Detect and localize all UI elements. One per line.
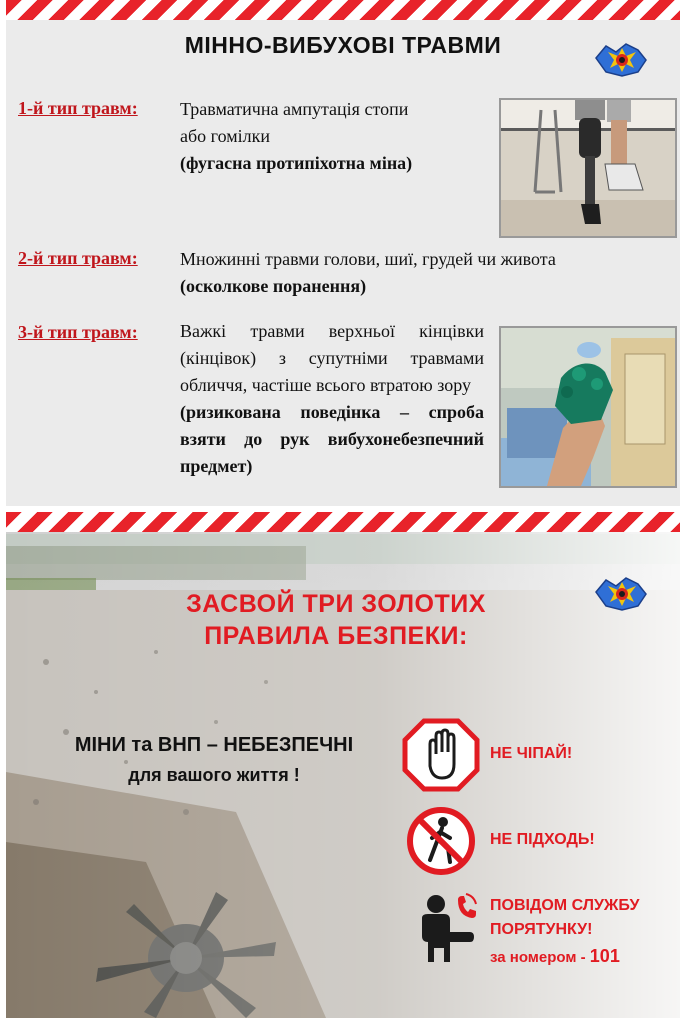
injury-type-1-note: (фугасна протипіхотна міна) xyxy=(180,153,413,173)
rule-call-rescue-line-1: ПОВІДОМ СЛУЖБУ xyxy=(490,897,640,914)
safety-rules-panel xyxy=(6,512,680,1018)
danger-warning-line-1: МІНИ та ВНП – НЕБЕЗПЕЧНІ xyxy=(74,734,354,756)
hazard-stripe-top xyxy=(6,0,680,20)
injury-type-3-description: Важкі травми верхньої кінцівки (кінцівок) з супутніми травмами обличчя, частіше всього втратою зору xyxy=(180,321,484,395)
injured-hand-photo xyxy=(499,326,677,488)
rescue-number-prefix: за номером - xyxy=(490,949,590,966)
injury-type-1-description: Травматична ампутація стопи або гомілки xyxy=(180,99,409,146)
danger-warning-line-2: для вашого життя ! xyxy=(128,765,300,785)
injury-type-1-text xyxy=(180,96,420,177)
injury-type-1-label: 1-й тип травм: xyxy=(18,98,138,118)
injury-type-3-label: 3-й тип травм: xyxy=(18,322,138,342)
injury-type-2-text xyxy=(180,246,670,300)
prosthetic-leg-photo xyxy=(499,98,677,238)
injury-type-3-text xyxy=(180,318,484,480)
phone-call-icon xyxy=(414,892,478,964)
injury-type-2-description: Множинні травми голови, шиї, грудей чи живота xyxy=(180,249,556,269)
hazard-stripe-bottom xyxy=(6,512,680,532)
rule-call-rescue xyxy=(490,894,639,942)
injuries-panel xyxy=(6,0,680,506)
hand-stop-icon xyxy=(402,718,480,792)
dsns-logo-icon xyxy=(592,572,650,614)
safety-rules-title xyxy=(126,588,546,652)
rescue-number-line xyxy=(490,946,620,967)
rule-dont-approach: НЕ ПІДХОДЬ! xyxy=(490,831,595,848)
rescue-phone-number: 101 xyxy=(589,946,620,966)
rule-call-rescue-line-2: ПОРЯТУНКУ! xyxy=(490,921,593,938)
injury-type-2-label: 2-й тип травм: xyxy=(18,248,138,268)
injury-type-2-note: (осколкове поранення) xyxy=(180,276,367,296)
injury-type-3-note: (ризикована поведінка – спроба взяти до рук вибухонебезпечний предмет) xyxy=(180,402,484,476)
no-walking-icon xyxy=(406,806,476,876)
dsns-logo-icon xyxy=(592,38,650,80)
safety-title-line-1: ЗАСВОЙ ТРИ ЗОЛОТИХ xyxy=(186,590,486,618)
injuries-title: МІННО-ВИБУХОВІ ТРАВМИ xyxy=(184,32,502,58)
danger-warning xyxy=(34,730,394,790)
rule-dont-touch: НЕ ЧІПАЙ! xyxy=(490,745,573,762)
safety-title-line-2: ПРАВИЛА БЕЗПЕКИ: xyxy=(204,622,468,650)
